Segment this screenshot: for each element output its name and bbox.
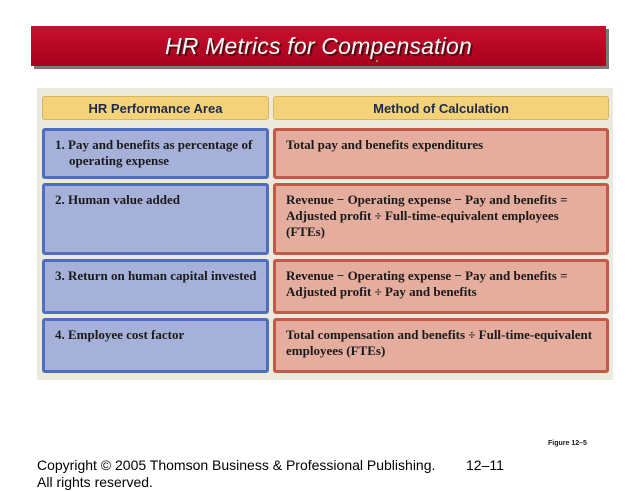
row-3-area-text: 3. Return on human capital invested — [55, 268, 257, 283]
row-1-area-text: 1. Pay and benefits as percentage of operating expense — [55, 137, 253, 168]
copyright-notice: Copyright © 2005 Thomson Business & Professional Publishing. All rights reserved. — [37, 457, 436, 490]
row-4-area-text: 4. Employee cost factor — [55, 327, 185, 342]
table-row-1-area — [42, 128, 269, 179]
header-hr-performance-area: HR Performance Area — [42, 96, 269, 120]
table-row-3-method — [273, 259, 609, 314]
page-number: 12–11 — [466, 457, 504, 473]
row-1-method-text: Total pay and benefits expenditures — [286, 137, 484, 152]
row-4-method-text: Total compensation and benefits ÷ Full-time-equivalent employees (FTEs) — [286, 327, 593, 358]
table-row-4-area — [42, 318, 269, 373]
slide-title-bar — [31, 26, 606, 66]
slide-title: HR Metrics for Compensation — [164, 32, 473, 59]
table-row-3-area — [42, 259, 269, 314]
figure-label: Figure 12–5 — [548, 440, 587, 447]
row-2-area-text: 2. Human value added — [55, 192, 180, 207]
row-3-method-text: Revenue − Operating expense − Pay and benefits = Adjusted profit ÷ Pay and benefits — [286, 268, 568, 299]
table-row-1-method — [273, 128, 609, 179]
table-row-4-method — [273, 318, 609, 373]
table-row-2-area — [42, 183, 269, 255]
header-method-of-calculation: Method of Calculation — [273, 96, 609, 120]
row-2-method-text: Revenue − Operating expense − Pay and benefits = Adjusted profit ÷ Full-time-equivalent employees (FTEs) — [286, 192, 568, 239]
metrics-table — [37, 88, 613, 380]
table-row-2-method — [273, 183, 609, 255]
decorative-dot — [376, 60, 378, 62]
